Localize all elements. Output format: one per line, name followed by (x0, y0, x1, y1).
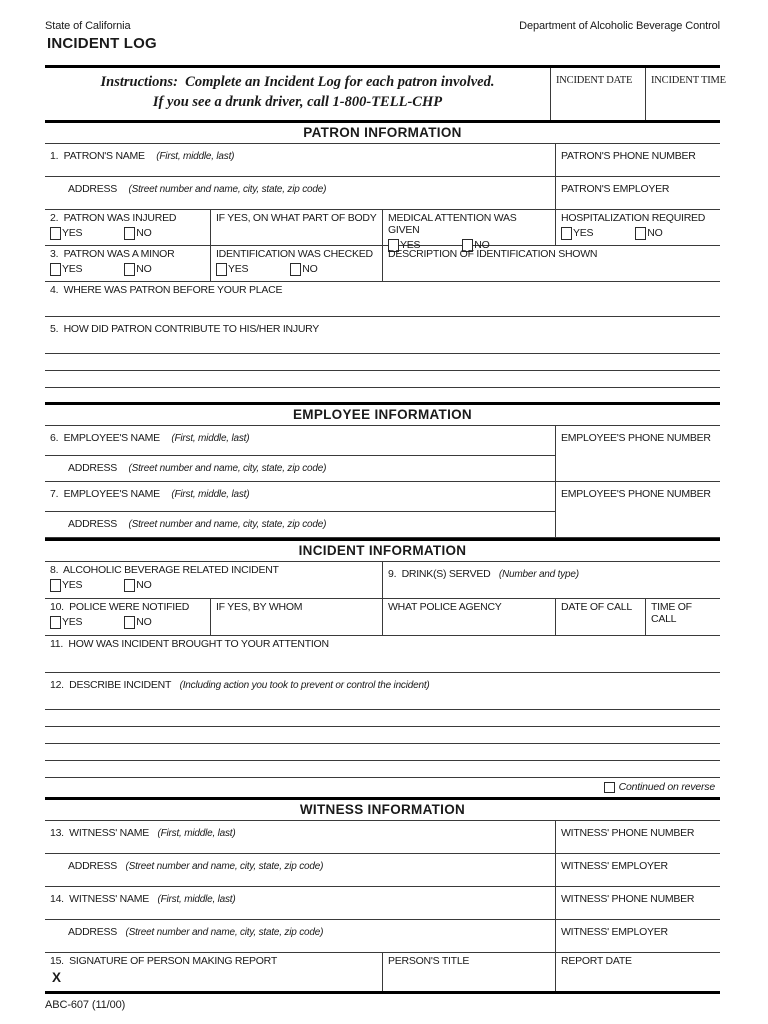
injury-body-part-label: IF YES, ON WHAT PART OF BODY (216, 211, 377, 224)
instructions-text (45, 68, 550, 120)
patron-name-row (45, 144, 720, 177)
employee1-name-label: 6. EMPLOYEE'S NAME (50, 431, 160, 444)
hospitalization-yes-label: YES (573, 227, 594, 240)
employee-section-header (45, 402, 720, 426)
describe-line-2[interactable] (45, 710, 720, 727)
patron-address-label: ADDRESS (68, 182, 118, 195)
witness2-name-row (45, 887, 720, 920)
patron-injured-label: 2. PATRON WAS INJURED (50, 211, 177, 224)
abr-incident-label: 8. ALCOHOLIC BEVERAGE RELATED INCIDENT (50, 563, 279, 576)
id-checked-no-label: NO (302, 263, 318, 276)
id-checked-yes-checkbox[interactable] (216, 263, 227, 276)
describe-incident-area (45, 673, 720, 778)
patron-injured-row (45, 210, 720, 252)
report-date-label: REPORT DATE (561, 954, 632, 967)
medical-attention-field (382, 210, 555, 252)
continued-on-reverse-label: Continued on reverse (618, 781, 715, 794)
describe-incident-hint: (Including action you took to prevent or control the incident) (179, 679, 430, 691)
police-notified-options (50, 616, 205, 629)
abr-incident-yes-checkbox[interactable] (50, 579, 61, 592)
continued-on-reverse-checkbox[interactable] (604, 782, 615, 793)
patron-before-place-row (45, 282, 720, 317)
police-notified-yes-label: YES (62, 616, 83, 629)
patron-minor-yes-checkbox[interactable] (50, 263, 61, 276)
incident-log-form (45, 65, 726, 994)
time-of-call-field[interactable] (645, 599, 720, 635)
patron-address-field[interactable] (45, 177, 555, 209)
department-label: Department of Alcoholic Beverage Control (519, 20, 720, 32)
employee1-address-label: ADDRESS (68, 461, 118, 474)
patron-section-header (45, 123, 720, 144)
continued-on-reverse-row (45, 778, 720, 797)
patron-minor-row (45, 246, 720, 282)
patron-before-place-field[interactable] (45, 282, 720, 316)
employee2-address-hint: (Street number and name, city, state, zip code) (128, 518, 327, 530)
witness2-address-label: ADDRESS (68, 925, 118, 938)
patron-injured-no-label: NO (136, 227, 152, 240)
attention-field[interactable] (45, 636, 720, 672)
witness-section-title: WITNESS INFORMATION (299, 801, 466, 817)
describe-line-3[interactable] (45, 727, 720, 744)
employee1-address-row (45, 456, 720, 482)
police-notified-no-checkbox[interactable] (124, 616, 135, 629)
employee2-address-field[interactable] (45, 512, 555, 537)
describe-line-1[interactable] (45, 693, 720, 710)
attention-row (45, 636, 720, 673)
patron-injured-field (45, 210, 210, 245)
injury-body-part-field[interactable] (210, 210, 382, 245)
abr-incident-no-label: NO (136, 579, 152, 592)
employee2-address-row (45, 512, 720, 538)
witness2-address-hint: (Street number and name, city, state, zip code) (125, 926, 324, 938)
report-date-field[interactable] (555, 953, 720, 991)
patron-minor-options (50, 263, 205, 276)
employee2-name-hint: (First, middle, last) (171, 488, 250, 500)
police-notified-no-label: NO (136, 616, 152, 629)
id-description-label: DESCRIPTION OF IDENTIFICATION SHOWN (388, 247, 598, 260)
employee1-phone-write-area[interactable] (555, 456, 720, 481)
employee1-name-row (45, 426, 720, 456)
drinks-served-field[interactable] (382, 562, 720, 598)
incident-related-row (45, 562, 720, 599)
police-agency-field[interactable] (382, 599, 555, 635)
hospitalization-options (561, 227, 715, 240)
hospitalization-field (555, 210, 720, 245)
witness1-name-hint: (First, middle, last) (157, 827, 236, 839)
patron-contribute-field (45, 317, 720, 337)
abr-incident-field (45, 562, 382, 598)
witness1-phone-field[interactable] (555, 821, 720, 853)
id-checked-field (210, 246, 382, 281)
incident-date-field[interactable] (550, 68, 645, 120)
medical-attention-no-label: NO (474, 239, 490, 252)
police-notified-field (45, 599, 210, 635)
abr-incident-no-checkbox[interactable] (124, 579, 135, 592)
employee2-phone-label: EMPLOYEE'S PHONE NUMBER (561, 487, 711, 500)
patron-employer-field[interactable] (555, 177, 720, 209)
hospitalization-no-label: NO (647, 227, 663, 240)
patron-contribute-line-3[interactable] (45, 371, 720, 388)
patron-minor-yes-label: YES (62, 263, 83, 276)
abr-incident-yes-label: YES (62, 579, 83, 592)
attention-label: 11. HOW WAS INCIDENT BROUGHT TO YOUR ATTENTION (50, 637, 329, 650)
patron-contribute-line-1[interactable] (45, 337, 720, 354)
drinks-served-label: 9. DRINK(S) SERVED (388, 567, 491, 580)
section-gap (45, 388, 720, 402)
id-checked-label: IDENTIFICATION WAS CHECKED (216, 247, 373, 260)
witness2-name-hint: (First, middle, last) (157, 893, 236, 905)
witness1-employer-label: WITNESS' EMPLOYER (561, 859, 668, 872)
signature-label: 15. SIGNATURE OF PERSON MAKING REPORT (50, 954, 277, 967)
incident-section-header (45, 538, 720, 562)
patron-injured-yes-label: YES (62, 227, 83, 240)
witness2-phone-field[interactable] (555, 887, 720, 919)
employee2-name-row (45, 482, 720, 512)
medical-attention-yes-label: YES (400, 239, 421, 252)
hospitalization-yes-checkbox[interactable] (561, 227, 572, 240)
employee1-name-hint: (First, middle, last) (171, 432, 250, 444)
patron-minor-no-checkbox[interactable] (124, 263, 135, 276)
patron-injured-yes-checkbox[interactable] (50, 227, 61, 240)
patron-phone-field[interactable] (555, 144, 720, 176)
state-label: State of California (45, 20, 131, 32)
incident-time-label: INCIDENT TIME (651, 75, 726, 86)
instructions-band (45, 68, 726, 123)
id-checked-options (216, 263, 377, 276)
police-notified-label: 10. POLICE WERE NOTIFIED (50, 600, 190, 613)
abr-incident-options (50, 579, 377, 592)
id-description-field[interactable] (382, 246, 720, 281)
witness2-address-field[interactable] (45, 920, 555, 952)
date-of-call-field[interactable] (555, 599, 645, 635)
describe-incident-label: 12. DESCRIBE INCIDENT (50, 678, 172, 691)
patron-injured-no-checkbox[interactable] (124, 227, 135, 240)
police-notified-yes-checkbox[interactable] (50, 616, 61, 629)
witness2-name-field[interactable] (45, 887, 555, 919)
employee1-phone-field[interactable] (555, 426, 720, 456)
employee1-name-field[interactable] (45, 426, 555, 456)
patron-minor-field (45, 246, 210, 281)
employee1-phone-label: EMPLOYEE'S PHONE NUMBER (561, 431, 711, 444)
employee2-name-label: 7. EMPLOYEE'S NAME (50, 487, 160, 500)
witness1-name-field[interactable] (45, 821, 555, 853)
patron-injured-options (50, 227, 205, 240)
employee1-address-hint: (Street number and name, city, state, zip code) (128, 462, 327, 474)
employee2-phone-field[interactable] (555, 482, 720, 512)
witness1-name-label: 13. WITNESS' NAME (50, 826, 150, 839)
patron-contribute-label: 5. HOW DID PATRON CONTRIBUTE TO HIS/HER INJURY (50, 322, 320, 335)
patron-name-hint: (First, middle, last) (156, 150, 235, 162)
incident-section-title: INCIDENT INFORMATION (298, 542, 467, 558)
patron-address-row (45, 177, 720, 210)
patron-address-hint: (Street number and name, city, state, zip code) (128, 183, 327, 195)
police-notified-row (45, 599, 720, 636)
id-checked-no-checkbox[interactable] (290, 263, 301, 276)
signature-row (45, 953, 720, 991)
describe-line-5[interactable] (45, 761, 720, 778)
describe-line-4[interactable] (45, 744, 720, 761)
employee2-phone-write-area[interactable] (555, 512, 720, 537)
describe-incident-field (45, 673, 720, 693)
incident-time-field[interactable] (645, 68, 726, 120)
witness2-employer-label: WITNESS' EMPLOYER (561, 925, 668, 938)
patron-before-place-label: 4. WHERE WAS PATRON BEFORE YOUR PLACE (50, 283, 283, 296)
patron-phone-label: PATRON'S PHONE NUMBER (561, 149, 696, 162)
top-bar (45, 20, 720, 32)
employee-section-title: EMPLOYEE INFORMATION (292, 406, 472, 422)
incident-date-label: INCIDENT DATE (556, 75, 633, 86)
witness1-address-label: ADDRESS (68, 859, 118, 872)
notified-by-whom-field[interactable] (210, 599, 382, 635)
instructions-line-2: If you see a drunk driver, call 1-800-TELL-CHP (152, 94, 443, 111)
date-of-call-label: DATE OF CALL (561, 600, 632, 613)
patron-contribute-line-2[interactable] (45, 354, 720, 371)
witness2-name-label: 14. WITNESS' NAME (50, 892, 150, 905)
patron-minor-label: 3. PATRON WAS A MINOR (50, 247, 175, 260)
person-title-label: PERSON'S TITLE (388, 954, 470, 967)
witness2-employer-field[interactable] (555, 920, 720, 952)
signature-x-mark: X (52, 969, 62, 985)
witness1-address-row (45, 854, 720, 887)
witness1-employer-field[interactable] (555, 854, 720, 886)
witness2-address-row (45, 920, 720, 953)
patron-contribute-area (45, 317, 720, 402)
police-agency-label: WHAT POLICE AGENCY (388, 600, 502, 613)
witness1-name-row (45, 821, 720, 854)
notified-by-whom-label: IF YES, BY WHOM (216, 600, 303, 613)
witness-section-header (45, 797, 720, 821)
witness1-address-hint: (Street number and name, city, state, zip code) (125, 860, 324, 872)
hospitalization-label: HOSPITALIZATION REQUIRED (561, 211, 706, 224)
time-of-call-label: TIME OF CALL (651, 600, 695, 625)
employee1-address-field[interactable] (45, 456, 555, 481)
medical-attention-label: MEDICAL ATTENTION WAS GIVEN (388, 211, 520, 236)
hospitalization-no-checkbox[interactable] (635, 227, 646, 240)
form-number: ABC-607 (11/00) (45, 998, 126, 1011)
form-title: INCIDENT LOG (47, 35, 157, 52)
patron-minor-no-label: NO (136, 263, 152, 276)
witness1-phone-label: WITNESS' PHONE NUMBER (561, 826, 695, 839)
person-title-field[interactable] (382, 953, 555, 991)
patron-employer-label: PATRON'S EMPLOYER (561, 182, 670, 195)
drinks-served-hint: (Number and type) (498, 568, 579, 580)
patron-name-field[interactable] (45, 144, 555, 176)
instructions-line-1: Instructions: Complete an Incident Log for each patron involved. (100, 74, 495, 90)
id-checked-yes-label: YES (228, 263, 249, 276)
witness1-address-field[interactable] (45, 854, 555, 886)
witness2-phone-label: WITNESS' PHONE NUMBER (561, 892, 695, 905)
employee2-name-field[interactable] (45, 482, 555, 512)
employee2-address-label: ADDRESS (68, 517, 118, 530)
patron-section-title: PATRON INFORMATION (303, 124, 462, 140)
patron-name-label: 1. PATRON'S NAME (50, 149, 145, 162)
signature-field[interactable] (45, 953, 382, 991)
